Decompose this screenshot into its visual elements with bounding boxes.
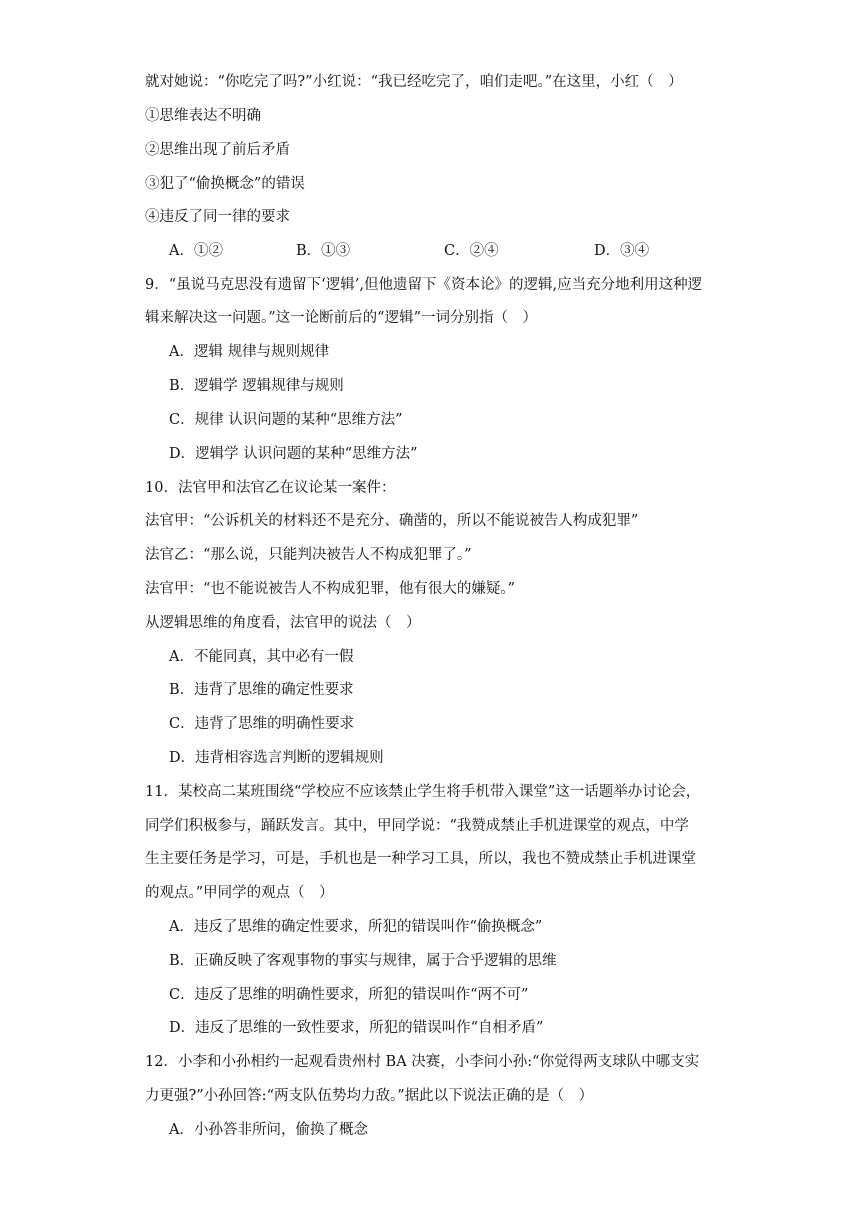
q10-stem-line-5: 从逻辑思维的角度看，法官甲的说法（ ）	[145, 615, 421, 631]
q11-option-b[interactable]: B．正确反映了客观事物的事实与规律，属于合乎逻辑的思维	[169, 953, 557, 969]
q10-option-c[interactable]: C．违背了思维的明确性要求	[169, 716, 355, 732]
q9-option-a[interactable]: A．逻辑 规律与规则规律	[169, 344, 330, 360]
q11-stem-line-4: 的观点。”甲同学的观点（ ）	[145, 885, 334, 901]
q10-option-b[interactable]: B．违背了思维的确定性要求	[169, 682, 354, 698]
q8-option-d[interactable]: D．③④	[594, 243, 650, 259]
q8-statement-4: ④违反了同一律的要求	[145, 209, 290, 225]
q9-option-c[interactable]: C．规律 认识问题的某种“思维方法”	[169, 412, 403, 428]
q12-stem-line-2: 力更强?”小孙回答:“两支队伍势均力敌。”据此以下说法正确的是（ ）	[145, 1088, 594, 1104]
q8-option-c[interactable]: C．②④	[444, 243, 499, 259]
q9-option-d[interactable]: D．逻辑学 认识问题的某种“思维方法”	[169, 446, 418, 462]
q8-stem-continuation: 就对她说：“你吃完了吗?”小红说：“我已经吃完了，咱们走吧。”在这里，小红（ ）	[145, 74, 683, 90]
q10-stem-line-4: 法官甲：“也不能说被告人不构成犯罪，他有很大的嫌疑。”	[145, 581, 516, 597]
q11-stem-line-1: 11．某校高二某班围绕“学校应不应该禁止学生将手机带入课堂”这一话题举办讨论会，	[145, 784, 701, 800]
q12-stem-line-1: 12．小李和小孙相约一起观看贵州村 BA 决赛，小李问小孙:“你觉得两支球队中哪支实	[145, 1054, 700, 1070]
q10-stem-line-2: 法官甲：“公诉机关的材料还不是充分、确凿的，所以不能说被告人构成犯罪”	[145, 513, 639, 529]
q10-option-a[interactable]: A．不能同真，其中必有一假	[169, 649, 354, 665]
q10-stem-line-1: 10．法官甲和法官乙在议论某一案件：	[145, 480, 396, 496]
q11-option-d[interactable]: D．违反了思维的一致性要求，所犯的错误叫作“自相矛盾”	[169, 1020, 544, 1036]
q11-stem-line-2: 同学们积极参与，踊跃发言。其中，甲同学说：“我赞成禁止手机进课堂的观点，中学	[145, 818, 689, 834]
q10-option-d[interactable]: D．违背相容选言判断的逻辑规则	[169, 750, 384, 766]
q9-option-b[interactable]: B．逻辑学 逻辑规律与规则	[169, 378, 344, 394]
q11-option-a[interactable]: A．违反了思维的确定性要求，所犯的错误叫作“偷换概念”	[169, 919, 543, 935]
q11-option-c[interactable]: C．违反了思维的明确性要求，所犯的错误叫作“两不可”	[169, 987, 529, 1003]
q11-stem-line-3: 生主要任务是学习，可是，手机也是一种学习工具，所以，我也不赞成禁止手机进课堂	[145, 851, 696, 867]
q10-stem-line-3: 法官乙：“那么说，只能判决被告人不构成犯罪了。”	[145, 547, 472, 563]
q8-statement-1: ①思维表达不明确	[145, 108, 261, 124]
q8-statement-2: ②思维出现了前后矛盾	[145, 142, 290, 158]
q8-statement-3: ③犯了“偷换概念”的错误	[145, 176, 305, 192]
q9-stem-line-1: 9．“虽说马克思没有遗留下‘逻辑’,但他遗留下《资本论》的逻辑,应当充分地利用这种逻	[145, 277, 703, 293]
q9-stem-line-2: 辑来解决这一问题。”这一论断前后的“逻辑”一词分别指（ ）	[145, 310, 537, 326]
q8-options	[169, 241, 689, 261]
q8-option-b[interactable]: B．①③	[296, 243, 351, 259]
q8-option-a[interactable]: A．①②	[169, 243, 223, 259]
q12-option-a[interactable]: A．小孙答非所问，偷换了概念	[169, 1122, 368, 1138]
